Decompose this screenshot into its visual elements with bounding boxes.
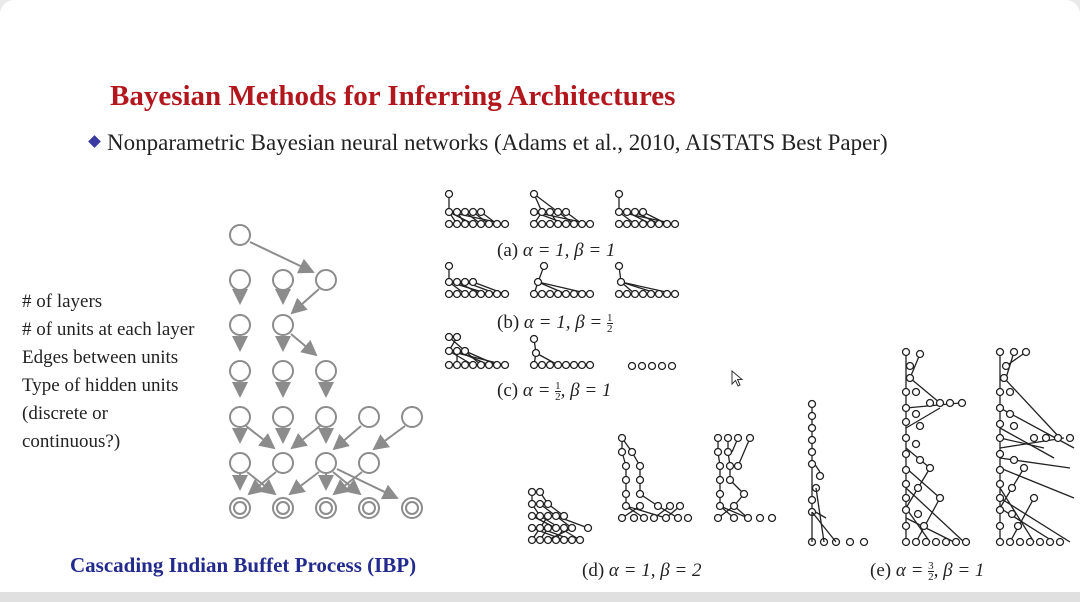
label-c-beta: , β = 1	[560, 380, 612, 401]
label-b: (b)	[497, 312, 520, 333]
feature-item: Type of hidden units	[22, 375, 179, 396]
subfigure-label-c	[497, 380, 611, 402]
label-a: (a)	[497, 240, 519, 261]
slide-title: Bayesian Methods for Inferring Architectures	[110, 80, 676, 112]
subfigure-label-e	[870, 560, 984, 582]
sample-networks-small	[446, 191, 679, 370]
label-e-alpha: α =	[895, 560, 924, 581]
label-d-beta: β = 2	[660, 560, 702, 581]
label-e-beta: , β = 1	[933, 560, 985, 581]
label-c-alpha: α =	[522, 380, 551, 401]
feature-item: # of units at each layer	[22, 319, 195, 340]
subfigure-label-a	[497, 240, 615, 262]
frac-num: 3	[928, 560, 934, 573]
feature-item: continuous?)	[22, 431, 121, 452]
label-c: (c)	[497, 380, 519, 401]
label-b-alpha: α = 1,	[523, 312, 571, 333]
mouse-cursor-icon	[731, 370, 745, 388]
frac-num: 1	[555, 380, 561, 393]
feature-item: Edges between units	[22, 347, 179, 368]
subfigure-label-d	[582, 560, 702, 582]
video-control-bar[interactable]	[0, 592, 1080, 602]
label-a-alpha: α = 1,	[522, 240, 570, 261]
feature-item: (discrete or	[22, 403, 108, 424]
bullet-text: Nonparametric Bayesian neural networks (Adams et al., 2010, AISTATS Best Paper)	[107, 130, 888, 155]
frac-den: 2	[607, 323, 613, 336]
label-d-alpha: α = 1,	[608, 560, 656, 581]
label-b-beta: β =	[575, 312, 603, 333]
label-e: (e)	[870, 560, 892, 581]
subfigure-label-b	[497, 312, 613, 334]
frac-den: 2	[928, 571, 934, 584]
frac-den: 2	[555, 391, 561, 404]
label-b-fraction	[607, 313, 613, 334]
figure-caption: Cascading Indian Buffet Process (IBP)	[70, 553, 417, 577]
label-d: (d)	[582, 560, 605, 581]
label-a-beta: β = 1	[574, 240, 616, 261]
feature-item: # of layers	[22, 291, 103, 312]
frac-num: 1	[607, 312, 613, 325]
sample-networks-large	[529, 349, 1075, 546]
